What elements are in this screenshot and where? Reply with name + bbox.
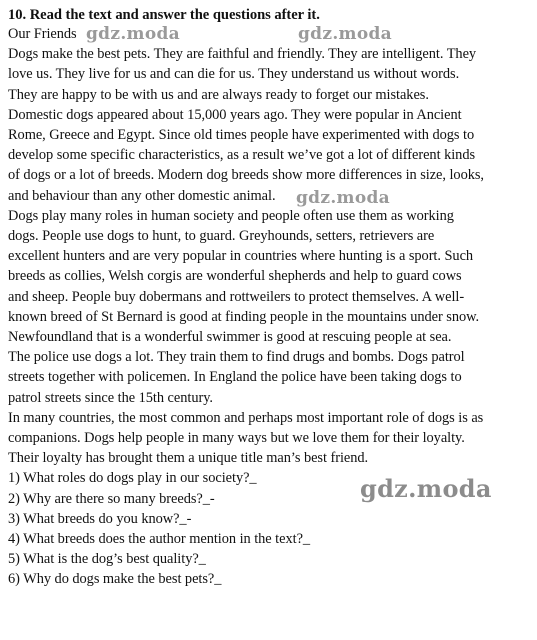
watermark: gdz.moda xyxy=(296,188,390,208)
text-line: known breed of St Bernard is good at finding people in the mountains under snow. xyxy=(8,308,480,325)
question-item: 1) What roles do dogs play in our society?_ xyxy=(8,470,257,487)
watermark: gdz.moda xyxy=(298,24,392,44)
text-title: Our Friends xyxy=(8,26,77,42)
text-line: Dogs play many roles in human society and people often use them as working xyxy=(8,207,454,224)
text-line: love us. They live for us and can die for us. They understand us without words. xyxy=(8,66,460,83)
text-line: develop some specific characteristics, as a result we’ve got a lot of different kinds xyxy=(8,147,476,164)
text-line: Their loyalty has brought them a unique title man’s best friend. xyxy=(8,450,369,467)
watermark: gdz.moda xyxy=(360,474,492,503)
text-line: and behaviour than any other domestic animal. xyxy=(8,187,276,204)
text-line: Rome, Greece and Egypt. Since old times people have experimented with dogs to xyxy=(8,127,475,144)
text-line: dogs. People use dogs to hunt, to guard. Greyhounds, setters, retrievers are xyxy=(8,228,435,245)
text-line: They are happy to be with us and are always ready to forget our mistakes. xyxy=(8,86,429,103)
text-line: Newfoundland that is a wonderful swimmer is good at rescuing people at sea. xyxy=(8,329,452,346)
text-line: In many countries, the most common and perhaps most important role of dogs is as xyxy=(8,409,484,426)
text-line: excellent hunters and are very popular in countries where hunting is a sport. Such xyxy=(8,248,474,265)
text-line: Dogs make the best pets. They are faithful and friendly. They are intelligent. They xyxy=(8,46,477,63)
question-item: 4) What breeds does the author mention in the text?_ xyxy=(8,531,311,548)
question-item: 5) What is the dog’s best quality?_ xyxy=(8,551,206,568)
exercise-heading: 10. Read the text and answer the questions after it. xyxy=(8,7,320,23)
text-line: of dogs or a lot of breeds. Modern dog breeds show more differences in size, looks, xyxy=(8,167,484,184)
question-item: 3) What breeds do you know?_- xyxy=(8,510,192,527)
question-item: 6) Why do dogs make the best pets?_ xyxy=(8,571,222,588)
text-line: and sheep. People buy dobermans and rottweilers to protect themselves. A well- xyxy=(8,288,465,305)
question-item: 2) Why are there so many breeds?_- xyxy=(8,490,215,507)
text-line: Domestic dogs appeared about 15,000 years ago. They were popular in Ancient xyxy=(8,106,462,123)
watermark: gdz.moda xyxy=(86,24,180,44)
text-line: The police use dogs a lot. They train them to find drugs and bombs. Dogs patrol xyxy=(8,349,465,366)
text-line: companions. Dogs help people in many ways but we love them for their loyalty. xyxy=(8,430,465,447)
text-line: streets together with policemen. In England the police have been taking dogs to xyxy=(8,369,462,386)
reading-text xyxy=(8,44,531,468)
text-line: patrol streets since the 15th century. xyxy=(8,389,213,406)
text-line: breeds as collies, Welsh corgis are wonderful shepherds and help to guard cows xyxy=(8,268,462,285)
